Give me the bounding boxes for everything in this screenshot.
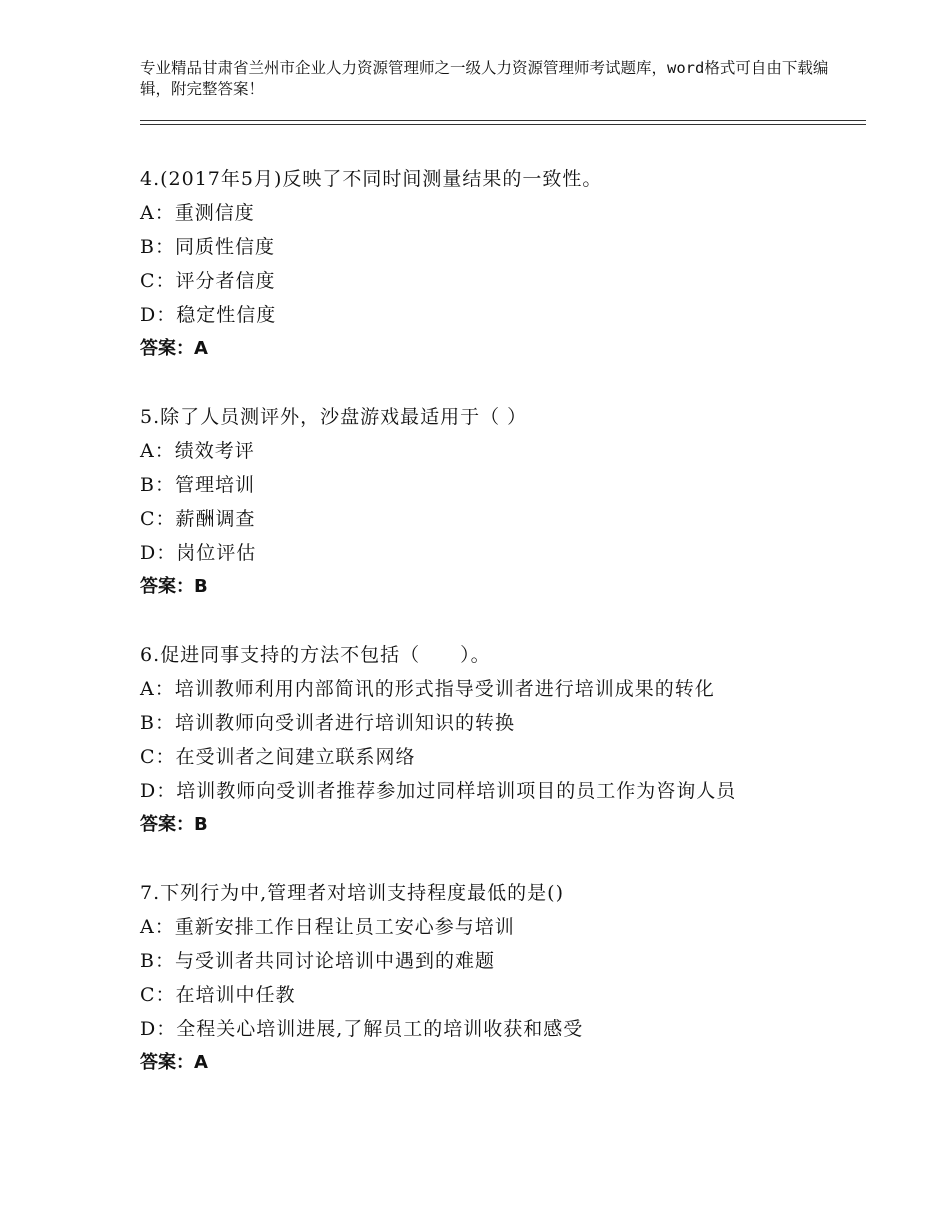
answer-line: 答案：B (140, 814, 208, 835)
option-b: B：与受训者共同讨论培训中遇到的难题 (140, 950, 495, 972)
answer-line: 答案：A (140, 338, 208, 359)
answer-line: 答案：B (140, 576, 208, 597)
question-list (140, 162, 860, 1114)
option-a: A：培训教师利用内部简讯的形式指导受训者进行培训成果的转化 (140, 678, 715, 700)
option-d: D：稳定性信度 (140, 304, 277, 326)
option-a: A：重测信度 (140, 202, 255, 224)
question-7 (140, 876, 860, 1080)
question-stem: 5.除了人员测评外，沙盘游戏最适用于（ ） (140, 406, 528, 428)
option-c: C：在培训中任教 (140, 984, 296, 1006)
option-b: B：同质性信度 (140, 236, 275, 258)
option-d: D：培训教师向受训者推荐参加过同样培训项目的员工作为咨询人员 (140, 780, 737, 802)
option-c: C：薪酬调查 (140, 508, 256, 530)
question-stem: 7.下列行为中,管理者对培训支持程度最低的是() (140, 882, 564, 904)
question-stem: 4.(2017年5月)反映了不同时间测量结果的一致性。 (140, 168, 603, 190)
option-b: B：培训教师向受训者进行培训知识的转换 (140, 712, 515, 734)
question-6 (140, 638, 860, 842)
question-stem: 6.促进同事支持的方法不包括（ ）。 (140, 644, 491, 666)
option-c: C：评分者信度 (140, 270, 276, 292)
option-d: D：全程关心培训进展,了解员工的培训收获和感受 (140, 1018, 584, 1040)
header-divider (140, 120, 866, 125)
option-a: A：重新安排工作日程让员工安心参与培训 (140, 916, 515, 938)
option-b: B：管理培训 (140, 474, 255, 496)
document-header (140, 58, 830, 100)
option-d: D：岗位评估 (140, 542, 257, 564)
question-5 (140, 400, 860, 604)
header-title: 专业精品甘肃省兰州市企业人力资源管理师之一级人力资源管理师考试题库，word格式可自由下载编辑，附完整答案！ (140, 59, 829, 98)
answer-line: 答案：A (140, 1052, 208, 1073)
question-4 (140, 162, 860, 366)
option-c: C：在受训者之间建立联系网络 (140, 746, 416, 768)
option-a: A：绩效考评 (140, 440, 255, 462)
